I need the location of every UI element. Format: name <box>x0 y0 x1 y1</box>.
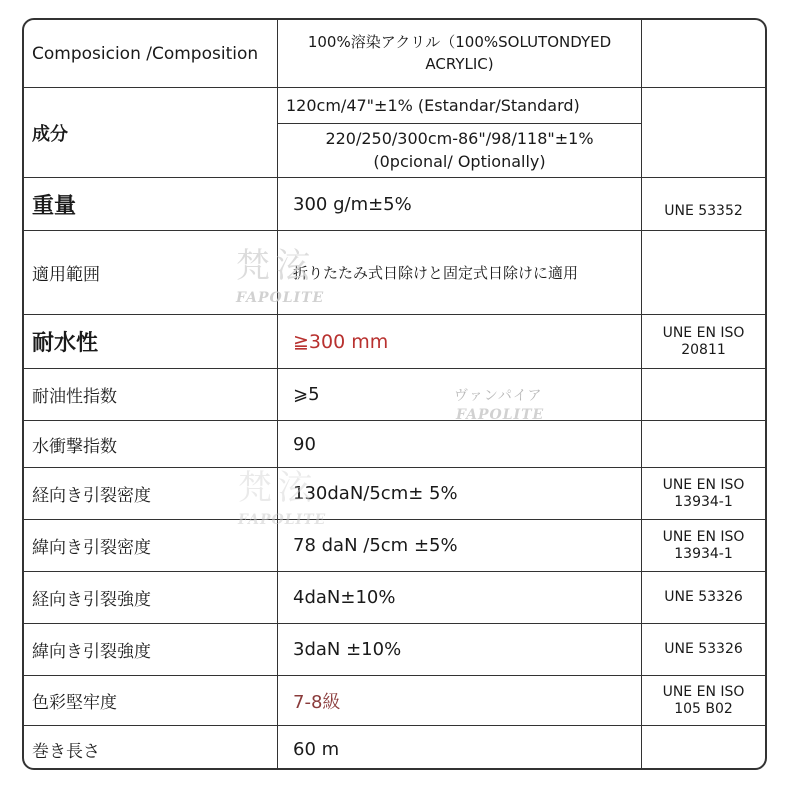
row-standard: UNE EN ISO 13934-1 <box>662 476 745 510</box>
row-value: 90 <box>278 421 642 467</box>
table-row <box>24 468 765 520</box>
row-label: 緯向き引裂強度 <box>24 624 278 675</box>
row-value: 7-8級 <box>278 676 642 725</box>
table-row <box>24 88 765 178</box>
row-label: 耐水性 <box>24 315 278 368</box>
row-label: 色彩堅牢度 <box>24 676 278 725</box>
row-label: 経向き引裂密度 <box>24 468 278 519</box>
row-standard <box>642 88 765 177</box>
row-value: ⩾5 <box>278 369 642 420</box>
table-row <box>24 572 765 624</box>
row-value-group <box>278 88 642 177</box>
row-standard: UNE 53326 <box>664 589 743 606</box>
row-value: 300 g/m±5% <box>278 178 642 230</box>
table-row <box>24 726 765 770</box>
row-value: 折りたたみ式日除けと固定式日除けに適用 <box>278 231 642 314</box>
row-standard <box>642 20 765 87</box>
row-value: 3daN ±10% <box>278 624 642 675</box>
row-label: 巻き長さ <box>24 726 278 770</box>
table-row <box>24 676 765 726</box>
row-value: 4daN±10% <box>278 572 642 623</box>
row-standard: UNE 53352 <box>664 203 743 220</box>
table-row <box>24 369 765 421</box>
row-value: 130daN/5cm± 5% <box>278 468 642 519</box>
row-label: 成分 <box>24 88 278 177</box>
row-standard: UNE EN ISO 20811 <box>662 324 745 358</box>
width-optional-value: 220/250/300cm-86"/98/118"±1% (0pcional/ Optionally) <box>325 129 594 171</box>
watermark-latin: FAPOLITE <box>238 512 327 528</box>
row-value: 78 daN /5cm ±5% <box>278 520 642 571</box>
table-row <box>24 520 765 572</box>
row-label: 緯向き引裂密度 <box>24 520 278 571</box>
watermark-latin: FAPOLITE <box>236 290 325 306</box>
row-standard <box>642 369 765 420</box>
table-row <box>24 20 765 88</box>
row-value: 100%溶染アクリル（100%SOLUTONDYED ACRYLIC) <box>278 20 642 87</box>
watermark-latin: FAPOLITE <box>456 407 545 423</box>
table-row <box>24 421 765 468</box>
row-standard <box>642 231 765 314</box>
row-standard: UNE EN ISO 13934-1 <box>662 528 745 562</box>
row-value: 60 m <box>278 726 642 770</box>
row-standard: UNE EN ISO 105 B02 <box>662 683 745 717</box>
watermark-han: 梵泫 <box>238 468 318 508</box>
row-standard <box>642 726 765 770</box>
row-label: 経向き引裂強度 <box>24 572 278 623</box>
spec-table <box>22 18 767 770</box>
table-row <box>24 231 765 315</box>
kana-watermark: ヴァンパイア <box>454 388 543 404</box>
row-label: 水衝撃指数 <box>24 421 278 467</box>
width-standard-value: 120cm/47"±1% (Estandar/Standard) <box>278 88 641 124</box>
table-row <box>24 178 765 231</box>
row-standard: UNE 53326 <box>664 641 743 658</box>
row-label: 適用範囲 <box>24 231 278 314</box>
row-value: ≧300 mm <box>278 315 642 368</box>
row-label: 耐油性指数 <box>24 369 278 420</box>
table-row <box>24 624 765 676</box>
row-label: 重量 <box>24 178 278 230</box>
row-label: Composicion /Composition <box>24 20 278 87</box>
watermark-han: 梵泫 <box>236 246 316 286</box>
table-row <box>24 315 765 369</box>
row-standard <box>642 421 765 467</box>
